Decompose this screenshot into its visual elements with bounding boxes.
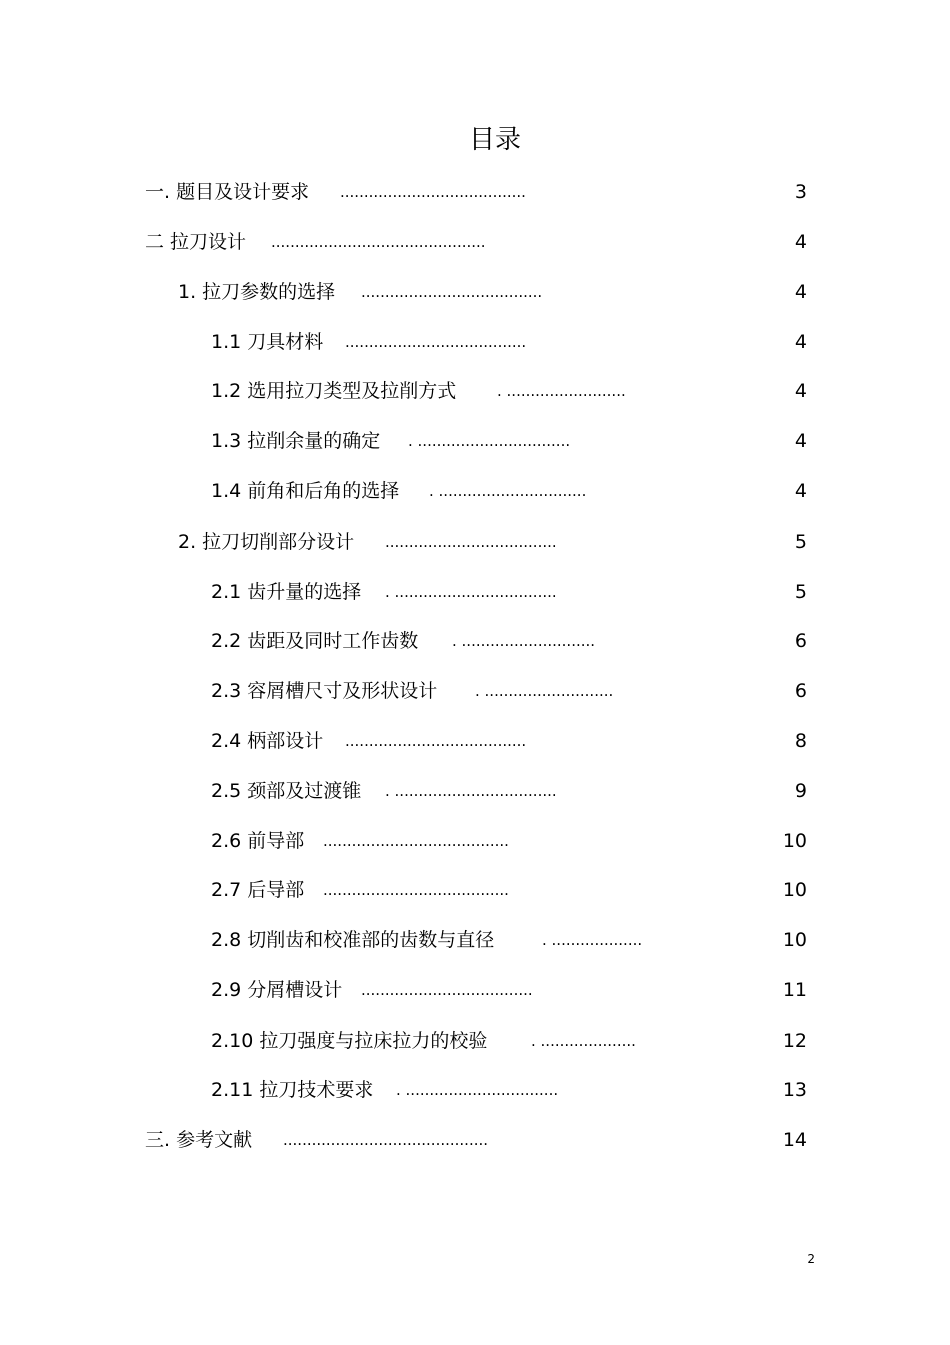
toc-entry-label: 1.2 选用拉刀类型及拉削方式 (211, 380, 457, 402)
toc-page-number: 4 (794, 380, 807, 402)
toc-entry-label: 1.3 拉削余量的确定 (211, 430, 381, 452)
toc-entry-14[interactable] (211, 828, 950, 854)
toc-entry-1[interactable] (145, 179, 950, 205)
toc-leader-dots: ...................................... (345, 333, 527, 351)
toc-leader-dots: ........................................... (283, 1131, 489, 1149)
toc-leader-dots: ....................................... (323, 832, 509, 850)
toc-entry-11[interactable] (211, 678, 950, 704)
toc-entry-label: 2.4 柄部设计 (211, 730, 324, 752)
toc-page-number: 10 (782, 830, 807, 852)
toc-entry-7[interactable] (211, 478, 950, 504)
toc-page-number: 4 (794, 480, 807, 502)
toc-page-number: 9 (794, 780, 807, 802)
toc-leader-dots: . .................................. (385, 782, 557, 800)
toc-entry-19[interactable] (211, 1077, 950, 1103)
toc-page-number: 4 (794, 231, 807, 253)
toc-entry-5[interactable] (211, 378, 950, 404)
toc-entry-4[interactable] (211, 329, 950, 355)
toc-entry-label: 一. 题目及设计要求 (145, 181, 310, 203)
toc-entry-label: 2.5 颈部及过渡锥 (211, 780, 362, 802)
toc-entry-label: 2.2 齿距及同时工作齿数 (211, 630, 419, 652)
toc-entry-label: 三. 参考文献 (145, 1129, 253, 1151)
toc-page-number: 3 (794, 181, 807, 203)
toc-page-number: 4 (794, 430, 807, 452)
toc-leader-dots: . ............................... (429, 482, 587, 500)
toc-entry-2[interactable] (145, 229, 950, 255)
toc-entry-label: 2.11 拉刀技术要求 (211, 1079, 374, 1101)
toc-entry-label: 2.1 齿升量的选择 (211, 581, 362, 603)
toc-page-number: 4 (794, 331, 807, 353)
toc-entry-13[interactable] (211, 778, 950, 804)
toc-leader-dots: .................................... (361, 981, 533, 999)
toc-entry-6[interactable] (211, 428, 950, 454)
toc-entry-18[interactable] (211, 1028, 950, 1054)
toc-entry-label: 1.4 前角和后角的选择 (211, 480, 400, 502)
toc-page-number: 5 (794, 581, 807, 603)
toc-leader-dots: . ......................... (497, 382, 626, 400)
toc-entry-label: 二 拉刀设计 (145, 231, 247, 253)
toc-leader-dots: ....................................... (340, 183, 526, 201)
toc-page-number: 12 (782, 1030, 807, 1052)
toc-leader-dots: . .................... (531, 1032, 636, 1050)
toc-page-number: 14 (782, 1129, 807, 1151)
toc-title: 目录 (468, 125, 521, 155)
toc-entry-16[interactable] (211, 927, 950, 953)
toc-entry-10[interactable] (211, 628, 950, 654)
toc-entry-12[interactable] (211, 728, 950, 754)
toc-page-number: 13 (782, 1079, 807, 1101)
toc-entry-label: 2.3 容屑槽尺寸及形状设计 (211, 680, 438, 702)
toc-entry-20[interactable] (145, 1127, 950, 1153)
toc-leader-dots: ...................................... (345, 732, 527, 750)
toc-entry-label: 2.8 切削齿和校准部的齿数与直径 (211, 929, 495, 951)
toc-entry-3[interactable] (178, 279, 950, 305)
toc-entry-8[interactable] (178, 529, 950, 555)
toc-entry-17[interactable] (211, 977, 950, 1003)
toc-page-number: 10 (782, 929, 807, 951)
toc-page-number: 6 (794, 680, 807, 702)
toc-page-number: 10 (782, 879, 807, 901)
toc-leader-dots: ............................................. (271, 233, 486, 251)
toc-page-number: 8 (794, 730, 807, 752)
toc-entry-label: 2.9 分屑槽设计 (211, 979, 343, 1001)
toc-leader-dots: ...................................... (361, 283, 543, 301)
toc-leader-dots: . ............................ (452, 632, 596, 650)
toc-leader-dots: ....................................... (323, 881, 509, 899)
toc-page-number: 4 (794, 281, 807, 303)
toc-entry-9[interactable] (211, 579, 950, 605)
toc-leader-dots: .................................... (385, 533, 557, 551)
toc-entry-label: 2.6 前导部 (211, 830, 305, 852)
toc-entry-label: 1.1 刀具材料 (211, 331, 324, 353)
toc-leader-dots: . ........................... (475, 682, 614, 700)
toc-entry-15[interactable] (211, 877, 950, 903)
toc-leader-dots: . .................................. (385, 583, 557, 601)
toc-entry-label: 2.10 拉刀强度与拉床拉力的校验 (211, 1030, 488, 1052)
toc-page-number: 11 (782, 979, 807, 1001)
toc-page-number: 6 (794, 630, 807, 652)
toc-page-number: 5 (794, 531, 807, 553)
toc-entry-label: 2. 拉刀切削部分设计 (178, 531, 355, 553)
toc-leader-dots: . ................................ (408, 432, 571, 450)
toc-entry-label: 1. 拉刀参数的选择 (178, 281, 336, 303)
toc-entry-label: 2.7 后导部 (211, 879, 305, 901)
page-number: 2 (807, 1252, 815, 1266)
toc-leader-dots: . ................... (542, 931, 643, 949)
toc-leader-dots: . ................................ (396, 1081, 559, 1099)
